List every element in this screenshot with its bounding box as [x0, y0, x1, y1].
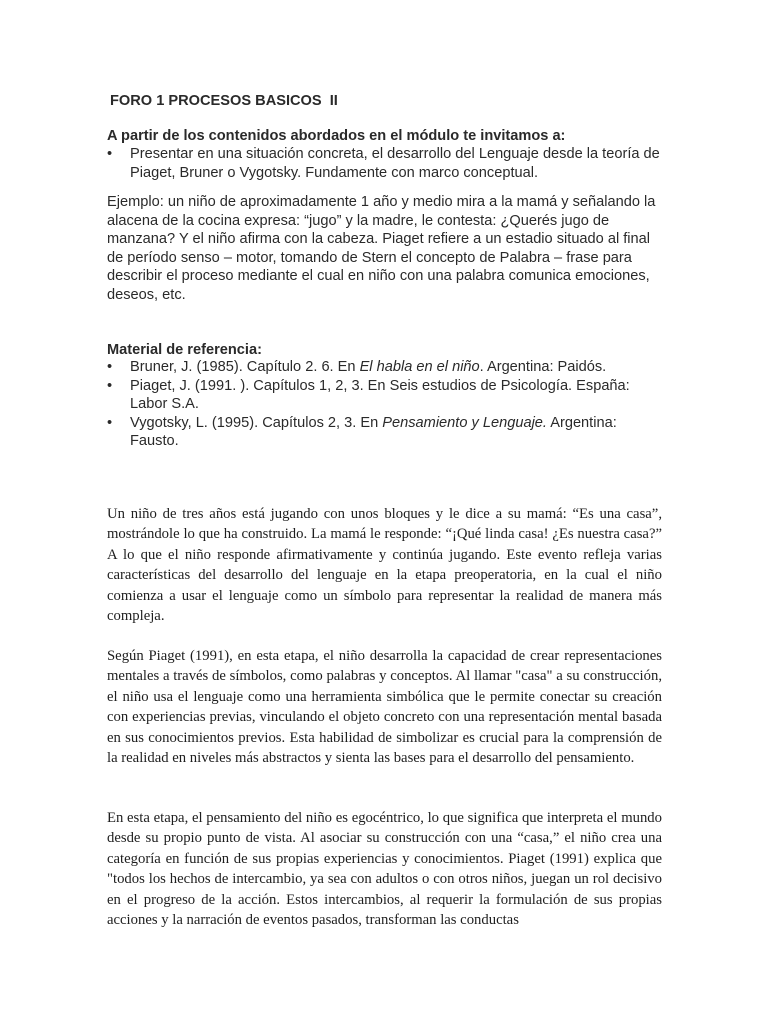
bullet-icon: •	[107, 414, 113, 431]
reference-text: Vygotsky, L. (1995). Capítulos 2, 3. En Pensamiento y Lenguaje. Argentina: Fausto.	[130, 414, 617, 449]
bullet-icon: •	[107, 146, 113, 162]
bullet-icon: •	[107, 359, 113, 375]
intro-bullet-text: Presentar en una situación concreta, el desarrollo del Lenguaje desde la teoría de Piaget, Bruner o Vygotsky. Fundamente con marco conceptual.	[130, 146, 660, 181]
list-item	[107, 414, 662, 451]
page-title: FORO 1 PROCESOS BASICOS II	[110, 93, 338, 109]
body-paragraph: Un niño de tres años está jugando con unos bloques y le dice a su mamá: “Es una casa”, mostrándole lo que ha construido. La mamá le responde: “¡Qué linda casa! ¿Es nuestra casa?” A lo que el niño responde afirmativamente y continúa jugando. Este evento refleja varias características del desarrollo del lenguaje en la etapa preoperatoria, en la cual el niño comienza a usar el lenguaje como un símbolo para representar la realidad de manera más compleja.	[107, 506, 662, 625]
list-item	[107, 145, 662, 182]
body-paragraph: Según Piaget (1991), en esta etapa, el niño desarrolla la capacidad de crear representaciones mentales a través de símbolos, como palabras y conceptos. Al llamar "casa" a su construcción, el niño usa el lenguaje como una herramienta simbólica que le permite conectar su creación con experiencias previas, vinculando el objeto concreto con una representación mental basada en sus conocimientos previos. Esta habilidad de simbolizar es crucial para la comprensión de la realidad en niveles más abstractos y sienta las bases para el desarrollo del pensamiento.	[107, 648, 662, 767]
reference-text: Bruner, J. (1985). Capítulo 2. 6. En El habla en el niño. Argentina: Paidós.	[130, 359, 607, 375]
reference-text: Piaget, J. (1991. ). Capítulos 1, 2, 3. En Seis estudios de Psicología. España: Labor S.A.	[130, 377, 630, 412]
references-heading: Material de referencia:	[107, 342, 262, 358]
list-item	[107, 377, 662, 414]
intro-heading: A partir de los contenidos abordados en el módulo te invitamos a:	[107, 128, 566, 144]
references-list	[107, 358, 662, 451]
body-paragraph: En esta etapa, el pensamiento del niño es egocéntrico, lo que significa que interpreta el mundo desde su propio punto de vista. Al asociar su construcción con una “casa,” el niño crea una categoría en función de sus propias experiencias y conocimientos. Piaget (1991) explica que "todos los hechos de intercambio, ya sea con adultos o con otros niños, juegan un rol decisivo en el progreso de la acción. Estos intercambios, al requerir la formulación de sus propias acciones y la narración de eventos pasados, transforman las conductas	[107, 810, 662, 929]
intro-bullet-list	[107, 145, 662, 182]
example-paragraph: Ejemplo: un niño de aproximadamente 1 año y medio mira a la mamá y señalando la alacena de la cocina expresa: “jugo” y la madre, le contesta: ¿Querés jugo de manzana? Y el niño afirma con la cabeza. Piaget refiere a un estadio situado al final de período senso – motor, tomando de Stern el concepto de Palabra – frase para describir el proceso mediante el cual en niño con una palabra comunica emociones, deseos, etc.	[107, 194, 656, 303]
bullet-icon: •	[107, 377, 113, 394]
list-item	[107, 358, 662, 377]
